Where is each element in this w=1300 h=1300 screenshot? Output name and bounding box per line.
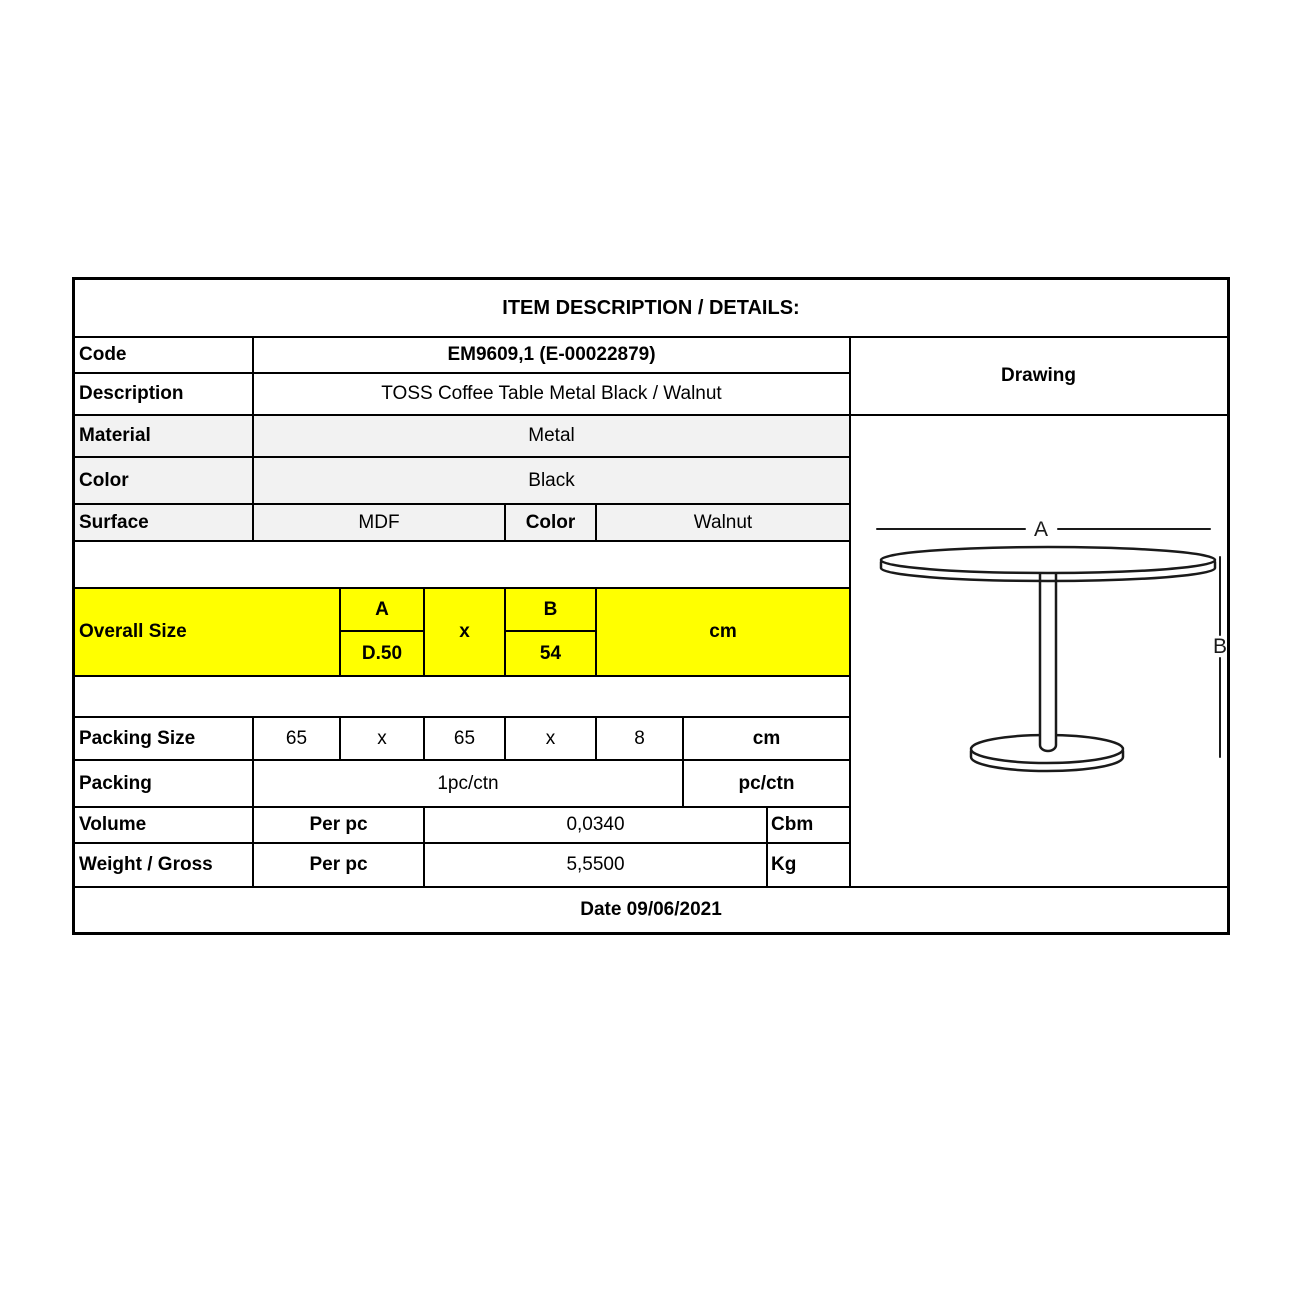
- packing-size-width: 65: [453, 727, 476, 749]
- code-label: Code: [79, 344, 127, 366]
- volume-unit: Cbm: [771, 814, 814, 836]
- overall-size-separator: x: [459, 621, 470, 643]
- overall-size-unit: cm: [709, 621, 737, 643]
- overall-size-dim-a-header: A: [375, 598, 389, 620]
- color-value: Black: [528, 469, 575, 491]
- overall-size-dim-b-header: B: [543, 598, 558, 620]
- drawing-title: Drawing: [1001, 365, 1076, 387]
- packing-size-length: 65: [285, 727, 308, 749]
- packing-size-sep2: x: [545, 727, 556, 749]
- description-value: TOSS Coffee Table Metal Black / Walnut: [381, 383, 722, 405]
- table-top: [881, 547, 1215, 573]
- dimension-b-label: B: [1212, 635, 1227, 658]
- volume-label: Volume: [79, 814, 147, 836]
- description-label: Description: [79, 383, 184, 405]
- packing-unit: pc/ctn: [738, 772, 795, 794]
- material-label: Material: [79, 425, 151, 447]
- weight-label: Weight / Gross: [79, 854, 213, 876]
- surface-material-value: MDF: [358, 511, 400, 533]
- surface-color-label: Color: [525, 511, 576, 533]
- packing-size-unit: cm: [752, 727, 781, 749]
- packing-label: Packing: [79, 772, 152, 794]
- sheet-title: ITEM DESCRIPTION / DETAILS:: [502, 297, 800, 319]
- date-text: Date 09/06/2021: [580, 898, 722, 920]
- overall-size-label: Overall Size: [79, 621, 187, 643]
- packing-size-sep1: x: [377, 727, 387, 749]
- packing-value: 1pc/ctn: [437, 772, 499, 794]
- code-value: EM9609,1 (E-00022879): [447, 344, 656, 366]
- material-value: Metal: [528, 425, 575, 447]
- weight-value: 5,5500: [566, 854, 625, 876]
- overall-size-dim-b-value: 54: [539, 642, 562, 664]
- surface-label: Surface: [79, 511, 149, 533]
- overall-size-dim-a-value: D.50: [361, 642, 403, 664]
- dimension-a-label: A: [1033, 518, 1049, 541]
- volume-basis: Per pc: [309, 814, 368, 836]
- surface-color-value: Walnut: [693, 511, 753, 533]
- weight-basis: Per pc: [309, 854, 368, 876]
- product-drawing: [850, 415, 1227, 887]
- packing-size-label: Packing Size: [79, 727, 196, 749]
- volume-value: 0,0340: [566, 814, 625, 836]
- weight-unit: Kg: [771, 854, 797, 876]
- packing-size-height: 8: [634, 727, 645, 749]
- spec-sheet: [72, 277, 1230, 935]
- color-label: Color: [79, 469, 129, 491]
- table-column: [1040, 573, 1056, 751]
